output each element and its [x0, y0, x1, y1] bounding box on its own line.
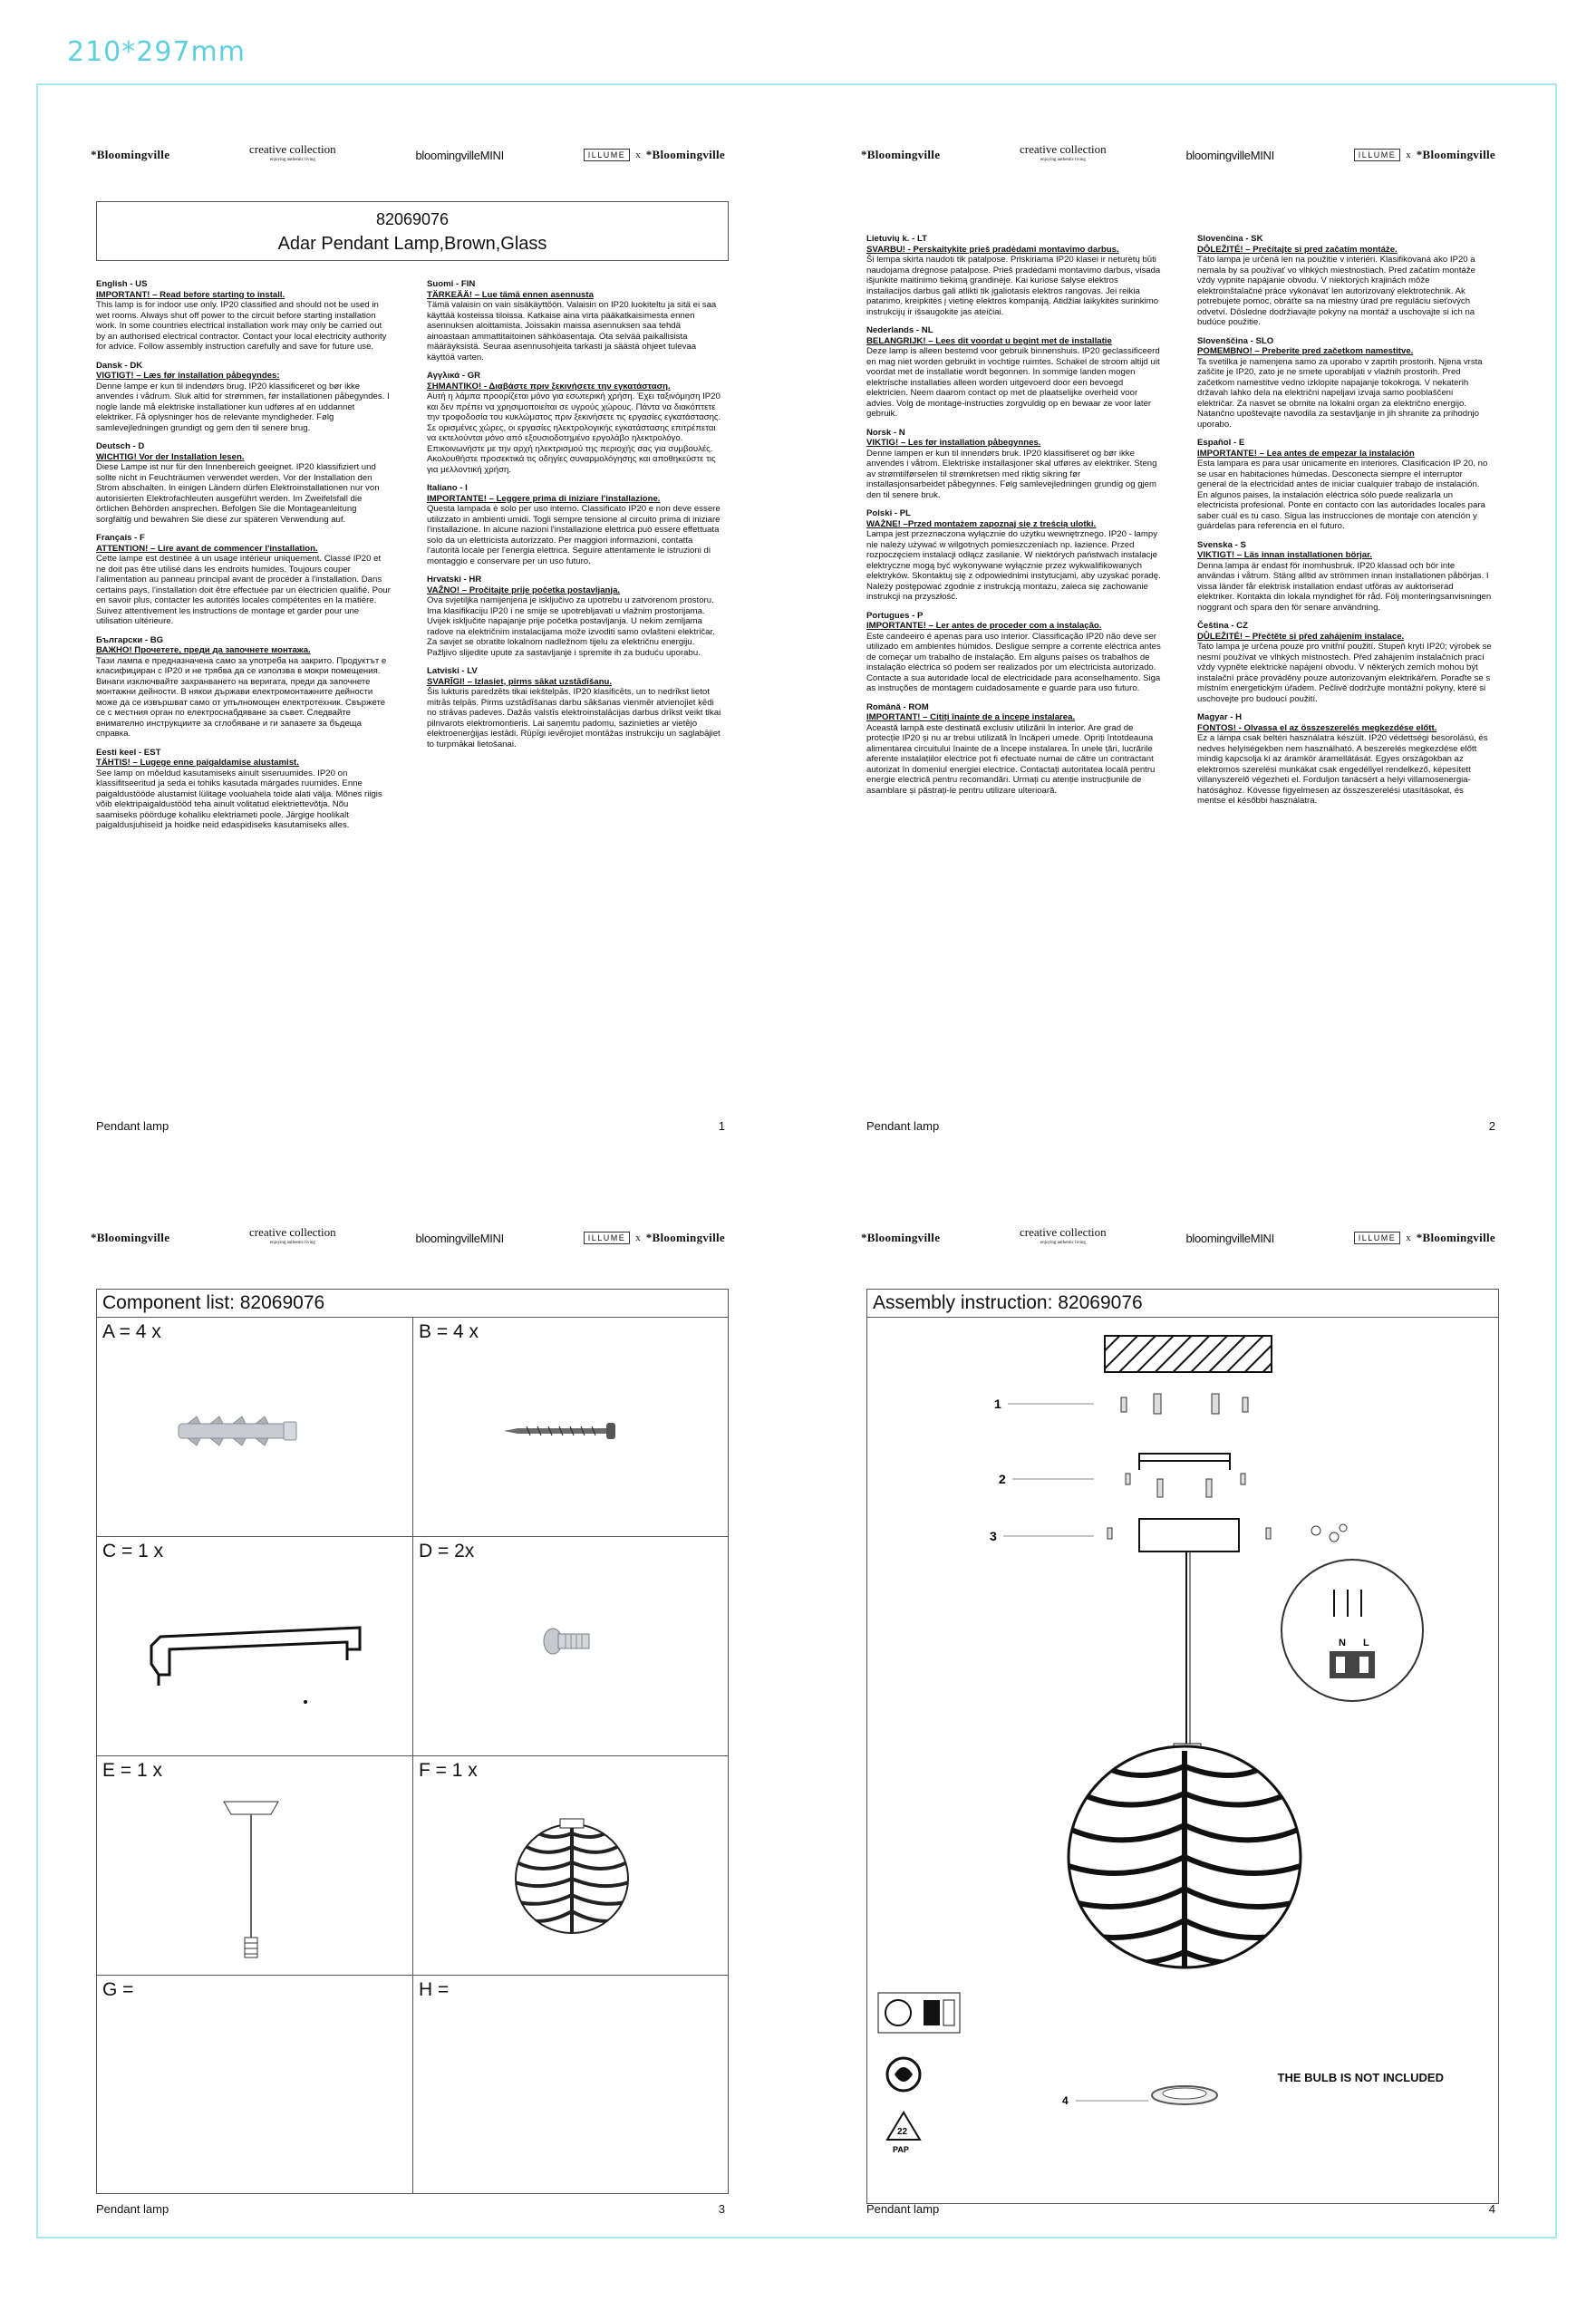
page-number: 1: [718, 1119, 725, 1133]
body-text: Ova svjetiljka namijenjena je isključivo za upotrebu u zatvorenom prostoru. Ima klasifikaciju IP20 i ne smije se upotrebljavati u vlažnim prostorijama. Uvijek isključite napajanje prije početka postavljanja. U nekim zemljama radove na električnim instalacijama može izvoditi samo ovlašteni električar. Za savjet se obratite lokalnom nadležnom tijelu za električnu energiju. Pažljivo slijedite upute za sastavljanje i spremite ih za buduću uporabu.: [427, 595, 715, 658]
footer-label: Pendant lamp: [866, 1119, 940, 1133]
svg-text:PAP: PAP: [893, 2145, 909, 2154]
warning-heading: FONTOS! - Olvassa el az összeszerelés megkezdése előtt.: [1197, 722, 1437, 733]
logo-bar: [91, 1224, 725, 1252]
language-heading: Hrvatski - HR: [427, 575, 482, 585]
body-text: Tämä valaisin on vain sisäkäyttöön. Valaisin on IP20 luokiteltu ja sitä ei saa käyttää kosteissa tiloissa. Katkaise aina virta pääkatkaisimesta ennen asennuksen aloittamista. Joissakin maissa asennuksen saa tehdä ainoastaan ammattitaitoinen sähköasentaja. Ota selvää paikallisista määräyksistä. Seuraa asennusohjeita tarkasti ja säästä ohjeet tulevaa käyttöä varten.: [427, 300, 717, 362]
screw-icon: [1126, 1474, 1245, 1497]
warning-heading: SVARBU! - Perskaitykite prieš pradėdami montavimo darbus.: [866, 244, 1119, 255]
body-text: This lamp is for indoor use only. IP20 classified and should not be used in wet rooms. Always shut off power to the circuit before starting installation work. In some countries electrical installation work may only be carried out by an authorised electrical contractor. Contact your local electricity authority for advice. Follow assembly instruction carefully and save for future use.: [96, 300, 387, 352]
live-label: L: [1363, 1638, 1369, 1648]
language-heading: Nederlands - NL: [866, 325, 933, 335]
component-d: D = 2x: [412, 1537, 728, 1755]
logo-illume-x-bloomingville: ILLUME x *Bloomingville: [584, 1231, 725, 1245]
body-text: Denna lampa är endast för inomhusbruk. IP20 klassad och bör inte användas i våtrum. Stäng alltid av strömmen innan installationen påbörjas. I vissa länder får elektrisk installation endast utföras av auktoriserad elektriker. Kontakta din lokala myndighet för råd. Följ monteringsanvisningen noggrant och spara den för senare användning.: [1197, 560, 1492, 613]
warning-heading: DŮLEŽITÉ! – Přečtěte si před zahájením instalace.: [1197, 631, 1405, 642]
component-g: G =: [102, 1979, 134, 2000]
component-list-title: Component list: 82069076: [97, 1290, 728, 1318]
body-text: Táto lampa je určená len na použitie v interiéri. Klasifikovaná ako IP20 a nemala by sa používať vo vlhkých miestnostiach. Pred začatím montáže vždy vypnite napájanie obvodu. V niektorých krajinách môže elektroinštalačné práce vykonávať len autorizovaný elektrotechnik. Ak potrebujete pomoc, obráťte sa na miestny úrad pre reguláciu sieťových odvetví. Dôsledne dodržiavajte pokyny na montáž a uschovajte si ich na budúce použitie.: [1197, 255, 1476, 327]
logo-bloomingville: *Bloomingville: [861, 148, 941, 161]
mounting-bracket-icon: [133, 1610, 378, 1709]
warning-heading: TÄRKEÄÄ! – Lue tämä ennen asennusta: [427, 289, 594, 300]
warning-heading: ATTENTION! – Lire avant de commencer l'installation.: [96, 543, 318, 554]
language-heading: Dansk - DK: [96, 360, 143, 371]
warning-heading: POMEMBNO! – Preberite pred začetkom namestitve.: [1197, 346, 1414, 356]
language-heading: Български - BG: [96, 634, 164, 645]
product-code: 82069076: [375, 210, 450, 228]
page-footer: [96, 2202, 725, 2216]
recycle-box-icon: [878, 1993, 960, 2033]
footer-label: Pendant lamp: [96, 1119, 169, 1133]
language-section: [96, 748, 391, 831]
logo-creative-collection: creative collection enjoying authentic living: [249, 1225, 336, 1245]
component-list: [96, 1289, 729, 2194]
language-section: [96, 279, 391, 353]
logo-bloomingville: *Bloomingville: [91, 1231, 170, 1244]
instruction-col-1: [96, 279, 391, 839]
language-heading: Eesti keel - EST: [96, 747, 161, 758]
language-heading: Slovenščina - SLO: [1197, 335, 1274, 346]
step-2-label: 2: [999, 1472, 1006, 1486]
language-heading: Portugues - P: [866, 610, 924, 621]
page-footer: [96, 1119, 725, 1133]
component-b: B = 4 x: [412, 1318, 728, 1536]
warning-heading: SVARĪGI! – Izlasiet, pirms sākat uzstādīšanu.: [427, 676, 613, 687]
language-heading: Español - E: [1197, 438, 1245, 448]
language-section: [1197, 336, 1492, 430]
warning-heading: DÔLEŽITÉ! – Prečítajte si pred začatím montáže.: [1197, 244, 1398, 255]
warning-heading: IMPORTANT! – Citiți înainte de a începe instalarea.: [866, 712, 1076, 722]
logo-creative-collection: creative collection enjoying authentic living: [1020, 1225, 1107, 1245]
product-title-box: [96, 201, 729, 261]
language-heading: Italiano - I: [427, 483, 468, 493]
weee-icon: [887, 2058, 920, 2091]
step-4-label: 4: [1062, 2094, 1069, 2107]
language-heading: Français - F: [96, 533, 145, 543]
logo-bar: [861, 1224, 1495, 1252]
page-number: 2: [1488, 1119, 1495, 1133]
component-c: C = 1 x: [97, 1537, 412, 1755]
logo-bar: [91, 141, 725, 169]
sheet-size-label: 210*297mm: [67, 36, 246, 68]
language-section: [866, 325, 1161, 420]
body-text: Tato lampa je určena pouze pro vnitřní použití. Stupeň krytí IP20; výrobek se nesmí používat ve vlhkých místnostech. Před zahájením instalačních prací vždy vypněte elektrické napájení obvodu. V některých zemích mohou být instalační práce prováděny pouze autorizovaným elektrikářem. Poraďte se s místním energetickým úřadem. Pečlivě dodržujte montážní pokyny, které si uschovejte pro budoucí použití.: [1197, 642, 1492, 704]
svg-text:22: 22: [897, 2127, 908, 2137]
canopy-icon: [1139, 1519, 1239, 1552]
warning-heading: IMPORTANTE! – Ler antes de proceder com a instalação.: [866, 621, 1102, 631]
body-text: Este candeeiro é apenas para uso interior. Classificação IP20 não deve ser utilizado em ambientes húmidos. Desligue sempre a corrente eléctrica antes de começar um trabalho de instalação. Em alguns países os trabalhos de instalação eléctrica só podem ser realizados por um electricista autorizado. Contacte a sua autoridade local de electricidade para aconselhamento. Siga as instruções de montagem cuidadosamente e guarde para uso futuro.: [866, 631, 1161, 693]
logo-bloomingville: *Bloomingville: [861, 1231, 941, 1244]
screw-icon: [499, 1417, 635, 1445]
language-section: [427, 279, 721, 362]
logo-creative-collection: creative collection enjoying authentic living: [1020, 142, 1107, 162]
body-text: Esta lampara es para usar únicamente en interiores. Clasificación IP 20, no se usar en habitaciones húmedas. Desconecta siempre el interruptor general de la electricidad antes de iniciar cualquier trabajo de instalación. En algunos paises, la instalación eléctrica sólo puede realizarla un electricista profesional. Ponte en contacto con las autoridades locales para saber cuál es tu caso. Sigua las instrucciones de montaje con atención y guárdelas para referencia en el futuro.: [1197, 459, 1488, 531]
bracket-icon: [1139, 1454, 1230, 1461]
language-heading: Suomi - FIN: [427, 279, 476, 289]
body-text: Questa lampada è solo per uso interno. Classificato IP20 e non deve essere utilizzato in ambienti umidi. Togli sempre tensione al circuito prima di iniziare l'installazione. In alcune nazioni l'installazione elettrica può essere effettuata solo da un elettricista autorizzato. Per maggiori informazioni, contatta l'autorità locale per l'energia elettrica. Seguire attentamente le istruzioni di montaggio e conservare per un uso futuro.: [427, 504, 721, 566]
page-number: 3: [718, 2202, 725, 2216]
language-section: [1197, 621, 1492, 704]
language-section: [96, 533, 391, 627]
logo-bloomingville-mini: bloomingvilleMINI: [1185, 148, 1274, 162]
language-section: [1197, 438, 1492, 532]
canopy-cord-icon: [206, 1784, 296, 1974]
warning-heading: VIKTIGT! – Läs innan installationen börjar.: [1197, 550, 1372, 560]
body-text: Šis lukturis paredzēts tikai iekštelpās. IP20 klasificēts, un to nedrīkst lietot mitrās telpās. Pirms uzstādīšanas darbu sākšanas vienmēr atvienojiet ķēdi no strāvas padeves. Dažās valstīs elektroinstalācijas darbus drīkst veikt tikai pilnvarots elektromontieris. Lai saņemtu padomu, sazinieties ar vietējo elektroenerģijas iestādi. Rūpīgi ievērojiet montāžas instrukciju un saglabājiet to turpmākai lietošanai.: [427, 687, 721, 749]
instruction-col-2: [1197, 234, 1492, 815]
assembly-diagram: [867, 1318, 1498, 2201]
logo-illume-x-bloomingville: ILLUME x *Bloomingville: [1354, 148, 1495, 162]
language-section: [866, 234, 1161, 317]
logo-bloomingville-mini: bloomingvilleMINI: [415, 148, 504, 162]
warning-heading: ВАЖНО! Прочетете, преди да започнете монтажа.: [96, 645, 311, 655]
logo-bloomingville: *Bloomingville: [91, 148, 170, 161]
language-section: [96, 441, 391, 525]
page-4: [861, 1201, 1495, 2234]
warning-heading: ΣΗΜΑΝΤΙΚΟ! - Διαβάστε πριν ξεκινήσετε την εγκατάσταση.: [427, 381, 671, 392]
page-footer: [866, 1119, 1495, 1133]
assembly-instruction: [866, 1289, 1499, 2204]
body-text: Deze lamp is alleen bestemd voor gebruik binnenshuis. IP20 geclassificeerd en mag niet worden gebruikt in vochtige ruimtes. Schakel de stroom altijd uit voordat met de installatie wordt begonnen. In sommige landen mogen elektrische installaties alleen worden uitgevoerd door een bevoegd elektricien. Neem daarom contact op met de plaatselijke overheid voor advies. Volg de montage-instructies zorgvuldig op en bewaar ze voor later gebruik.: [866, 346, 1160, 419]
bolt-icon: [540, 1623, 595, 1659]
logo-illume-x-bloomingville: ILLUME x *Bloomingville: [1354, 1231, 1495, 1245]
language-section: [1197, 234, 1492, 328]
body-text: Diese Lampe ist nur für den Innenbereich geeignet. IP20 klassifiziert und sollte nicht in Feuchträumen verwendet werden. Vor der Installation den Strom abschalten. In einigen Ländern dürfen Elektroinstallationen nur von autorisierten Elektrofachleuten ausgeführt werden. Im Zweifelsfall die örtlichen Behörden ansprechen. Befolgen Sie die Montageanleitung sorgfältig und bewahren Sie diese zur späteren Verwendung auf.: [96, 462, 380, 525]
language-heading: Polski - PL: [866, 508, 912, 518]
language-heading: Lietuvių k. - LT: [866, 234, 927, 244]
logo-creative-collection: creative collection enjoying authentic living: [249, 142, 336, 162]
ceiling-hatch: [1105, 1336, 1272, 1372]
language-section: [427, 575, 721, 658]
footer-label: Pendant lamp: [96, 2202, 169, 2216]
step-1-label: 1: [994, 1397, 1001, 1411]
footer-label: Pendant lamp: [866, 2202, 940, 2216]
assembly-title: Assembly instruction: 82069076: [867, 1290, 1498, 1318]
screw-plug-icon: [1121, 1394, 1248, 1414]
language-section: [1197, 540, 1492, 614]
warning-heading: VAŽNO! – Pročitajte prije početka postavljanja.: [427, 585, 621, 595]
instruction-col-1: [866, 234, 1161, 815]
language-heading: Latviski - LV: [427, 666, 478, 676]
language-section: [427, 371, 721, 475]
logo-illume-x-bloomingville: ILLUME x *Bloomingville: [584, 148, 725, 162]
language-section: [427, 666, 721, 749]
body-text: Ši lempa skirta naudoti tik patalpose. Priskiriama IP20 klasei ir neturėtų būti naudojama drėgnose patalpose. Prieš pradėdami montavimo darbus, visada išjunkite maitinimo tiekimą grandinėje. Kai kuriose šalyse elektros instaliacijos darbus gali atlikti tik įgaliotasis elektros rangovas. Jei reikia patarimo, kreipkitės į vietinę elektros kompaniją. Atidžiai laikykitės surinkimo instrukcijų ir išsaugokite jas ateičiai.: [866, 255, 1161, 317]
component-h: H =: [412, 1976, 728, 2193]
page-3: [91, 1201, 725, 2234]
wall-plug-icon: [169, 1413, 305, 1449]
language-section: [866, 702, 1161, 797]
language-section: [96, 361, 391, 434]
warning-heading: TÄHTIS! – Lugege enne paigaldamise alustamist.: [96, 758, 299, 768]
page-footer: [866, 2202, 1495, 2216]
logo-bloomingville-mini: bloomingvilleMINI: [415, 1231, 504, 1245]
warning-heading: VIGTIGT! – Læs før installation påbegyndes:: [96, 371, 280, 381]
language-heading: Magyar - H: [1197, 712, 1243, 722]
component-e: E = 1 x: [97, 1756, 412, 1975]
warning-heading: WAŻNE! –Przed montażem zapoznaj się z treścią ulotki.: [866, 518, 1097, 529]
language-section: [866, 508, 1161, 603]
body-text: Тази лампа е предназначена само за употреба на закрито. Продуктът е класифициран с IP20 и не трябва да се използва в мокри помещения. Винаги изключвайте захранването на веригата, преди да започнете монтажни дейности. В някои държави електромонтажните дейности може да се извършват само от упълномощен електротехник. Свържете се с местния орган по електроснабдяване за съвет. Следвайте внимателно инструкциите за сглобяване и ги запазете за бъдеща справка.: [96, 655, 387, 739]
warning-heading: IMPORTANTE! – Leggere prima di iniziare l'installazione.: [427, 493, 661, 504]
pap-recycle-icon: [887, 2112, 920, 2154]
bulb-not-included-note: THE BULB IS NOT INCLUDED: [1277, 2071, 1444, 2084]
page-1: [91, 118, 725, 1151]
body-text: Denne lampe er kun til indendørs brug. IP20 klassificeret og bør ikke anvendes i vådrum. Sluk altid for strømmen, før installationen påbegyndes. I nogle lande må elektriske installationer kun udføres af en uddannet elektriker. Få oplysninger hos de relevante myndigheder. Følg samlevejledningen grundigt og gem den til senere brug.: [96, 381, 390, 433]
step-3-label: 3: [990, 1529, 997, 1543]
instruction-columns: [866, 234, 1499, 815]
body-text: Ta svetilka je namenjena samo za uporabo v zaprtih prostorih. Njena vrsta zaščite je IP20, zato je ne smete uporabljati v vlažnih prostorih. Pred začetkom namestitve vedno izklopite napajanje tokokroga. V nekaterih državah lahko dela na električni napeljavi izvaja samo pooblaščeni električar. Za nasvet se obrnite na lokalni organ za električno energijo. Natančno upoštevajte navodila za sestavljanje in jih shranite za prihodnjo uporabo.: [1197, 356, 1483, 430]
language-heading: Deutsch - D: [96, 441, 145, 451]
warning-heading: IMPORTANTE! – Lea antes de empezar la instalación: [1197, 448, 1415, 459]
language-heading: Slovenčina - SK: [1197, 234, 1263, 244]
warning-heading: IMPORTANT! – Read before starting to install.: [96, 289, 285, 300]
body-text: Denne lampen er kun til innendørs bruk. IP20 klassifiseret og bør ikke anvendes i våtrom. Elektriske installasjoner skal utføres av elektriker. Steng av strømtilførselen til strømkretsen med riktig sikring før installasjonsarbeidet påbegynnes. Følg samlevejledningen grundig og gjem den til senere bruk.: [866, 448, 1157, 500]
page-number: 4: [1488, 2202, 1495, 2216]
instruction-col-2: [427, 279, 721, 839]
language-section: [1197, 712, 1492, 807]
body-text: Αυτή η λάμπα προορίζεται μόνο για εσωτερική χρήση. Έχει ταξινόμηση IP20 και δεν πρέπει να χρησιμοποιείται σε υγρούς χώρους. Πάντα να διακόπτετε την τροφοδοσία του κυκλώματος πριν ξεκινήσετε τις εργασίες εγκατάστασης. Σε ορισμένες χώρες, οι εργασίες ηλεκτρολογικής εγκατάστασης επιτρέπεται να εκτελούνται μόνο από εξουσιοδοτημένο εργολάβο ηλεκτρολόγο. Επικοινωνήστε με την αρχή ηλεκτρισμού της περιοχής σας για συμβουλές. Ακολουθήστε προσεκτικά τις οδηγίες συναρμολόγησης και αποθηκεύστε τις για μελλοντική χρήση.: [427, 392, 721, 475]
logo-bar: [861, 141, 1495, 169]
body-text: Cette lampe est destinée à un usage intérieur uniquement. Classé IP20 et ne doit pas être utilisé dans les endroits humides. Toujours couper l'alimentation au panneau principal avant de procéder à l'installation. Dans certains pays, l'installation doit être effectuée par un électricien qualifié. Pour en savoir plus, contacter les autorités locales compétentes en la matière. Suivez attentivement les instructions de montage et garder pour une utilisation ultérieure.: [96, 554, 391, 626]
neutral-label: N: [1339, 1638, 1346, 1648]
body-text: Această lampă este destinată exclusiv utilizării în interior. Are grad de protecție IP20 și nu ar trebui utilizată în încăperi umede. Opriți întotdeauna alimentarea circuitului înainte de a începe instalarea. În unele țări, lucrările aferente instalațiilor electrice pot fi efectuate numai de către un contractant autorizat în domeniul energiei electrice. Contactați autoritatea locală pentru energie electrică pentru recomandări. Urmați cu atenție instrucțiunile de asamblare și păstrați-le pentru utilizare ulterioară.: [866, 722, 1156, 796]
language-heading: Norsk - N: [866, 427, 905, 438]
warning-heading: WICHTIG! Vor der Installation lesen.: [96, 451, 245, 462]
language-section: [96, 635, 391, 740]
language-heading: Svenska - S: [1197, 539, 1246, 550]
body-text: Lampa jest przeznaczona wyłącznie do użytku wewnętrznego. IP20 - lampy nie należy używać w wilgotnych pomieszczeniach np. łazience. Przed rozpoczęciem instalacji odłącz zasilanie. W niektórych państwach instalacje elektryczne mogą być wykonywane wyłącznie przez wykwalifikowanych elektryków. Skontaktuj się z odpowiednimi instytucjami, aby uzyskać poradę. Należy postępować zgodnie z instrukcją montażu, zaleca się zachowanie instrukcji na przyszłość.: [866, 529, 1161, 602]
warning-heading: VIKTIG! – Les før installation påbegynnes.: [866, 438, 1041, 448]
product-name: Adar Pendant Lamp,Brown,Glass: [277, 234, 547, 254]
language-section: [427, 483, 721, 566]
body-text: See lamp on mõeldud kasutamiseks ainult siseruumides. IP20 on klassifitseeritud ja seda ei tohiks kasutada märgades ruumides. Enne paigaldustööde alustamist lülitage vooluahela toide alati välja. Mõnes riigis võib elektripaigaldustööd teha ainult volitatud elektriettevõtja. Nõu saamiseks pöörduge kohaliku elektriameti poole. Järgige hoolikalt paigaldusjuhiseid ja hoidke neid edaspidiseks kasutamiseks alles.: [96, 768, 382, 830]
language-heading: English - US: [96, 279, 148, 289]
language-section: [866, 428, 1161, 501]
page-2: [861, 118, 1495, 1151]
language-heading: Αγγλικά - GR: [427, 371, 481, 381]
language-heading: Čeština - CZ: [1197, 621, 1248, 631]
wiring-detail: [1282, 1560, 1423, 1701]
warning-heading: BELANGRIJK! – Lees dit voordat u begint met de installatie: [866, 335, 1112, 346]
logo-bloomingville-mini: bloomingvilleMINI: [1185, 1231, 1274, 1245]
component-a: A = 4 x: [97, 1318, 412, 1536]
component-f: F = 1 x: [412, 1756, 728, 1975]
language-section: [866, 611, 1161, 694]
instruction-columns: [96, 279, 729, 839]
glass-shade-icon: [504, 1788, 640, 1942]
body-text: Ez a lámpa csak beltéri használatra készült. IP20 védettségi besorolású, és nedves helyiségekben nem használható. A beszerelés megkezdése előtt mindig kapcsolja ki az áramkör áramellátását. Egyes országokban az elektromos szerelési munkákat csak engedéllyel rendelkező, képesített villanyszerelő végezheti el. Forduljon tanácsért a helyi villamosenergia-hatósághoz. Kövesse figyelmesen az összeszerelési utasításokat, és mentse el későbbi használatra.: [1197, 733, 1488, 806]
language-heading: Română - ROM: [866, 701, 929, 712]
